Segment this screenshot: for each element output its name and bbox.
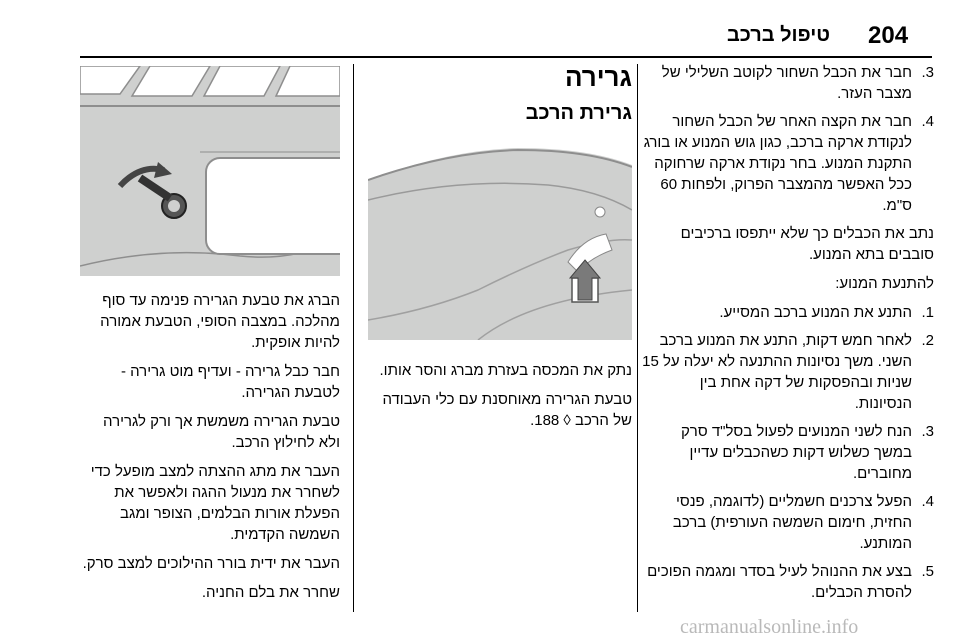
paragraph: חבר כבל גרירה - ועדיף מוט גרירה - לטבעת הגרירה. xyxy=(120,363,340,401)
list-item: 4. הפעל צרכנים חשמליים (לדוגמה, פנסי החזית, חימום השמשה העורפית) ברכב המותנע. xyxy=(672,493,934,552)
bumper-cover-drawing xyxy=(368,140,632,340)
paragraph: שחרר את בלם החניה. xyxy=(201,584,340,601)
list-item: 3. הנח לשני המנועים לפעול בסל"ד סרק במשך כשלוש דקות כשהכבלים עדיין מחוברים. xyxy=(680,423,934,482)
list-item: 2. לאחר חמש דקות, התנע את המנוע ברכב השני. משך נסיונות ההתנעה לא יעלה על 15 שניות ובהפסקות של דקה אחת בין הנסיונות. xyxy=(642,332,934,412)
section-title: טיפול ברכב xyxy=(726,24,830,46)
tow-eye-illustration xyxy=(80,66,340,276)
paragraph: להתנעת המנוע: xyxy=(835,275,934,292)
left-column xyxy=(80,290,340,611)
page-header xyxy=(0,0,960,56)
column-divider-left xyxy=(353,64,354,612)
middle-column xyxy=(362,62,632,138)
paragraph: הברג את טבעת הגרירה פנימה עד סוף מהלכה. במצבה הסופי, הטבעת אמורה להיות אופקית. xyxy=(100,292,340,351)
paragraph: טבעת הגרירה משמשת אך ורק לגרירה ולא לחילוץ הרכב. xyxy=(103,413,340,451)
bumper-cover-illustration xyxy=(368,140,632,340)
page-number: 204 xyxy=(868,22,909,49)
section-heading: גרירה xyxy=(564,62,632,92)
steps-list-b xyxy=(642,302,934,603)
right-column xyxy=(642,62,934,610)
watermark: carmanualsonline.info xyxy=(680,616,859,638)
paragraph: העבר את מתג ההצתה למצב מופעל כדי לשחרר את מנעול ההגה ולאפשר את הפעלת אורות הבלמים, הצופר ומגב השמשה הקדמית. xyxy=(90,463,340,543)
paragraph: העבר את ידית בורר ההילוכים למצב סרק. xyxy=(82,555,340,572)
column-divider-right xyxy=(637,64,638,612)
subsection-heading: גרירת הרכב xyxy=(525,102,632,124)
list-item: 5. בצע את ההנוהל לעיל בסדר ומגמה הפוכים להסרת הכבלים. xyxy=(647,563,934,601)
paragraph: נתב את הכבלים כך שלא ייתפסו ברכיבים סובבים בתא המנוע. xyxy=(680,225,934,263)
list-item: 1. התנע את המנוע ברכב המסייע. xyxy=(719,304,934,321)
paragraph: טבעת הגרירה מאוחסנת עם כלי העבודה של הרכב ◊ 188. xyxy=(382,391,632,429)
middle-column-text xyxy=(362,360,632,439)
paragraph: נתק את המכסה בעזרת מברג והסר אותו. xyxy=(379,362,632,379)
tow-eye-drawing xyxy=(80,66,340,276)
header-rule xyxy=(80,56,932,58)
list-item: 3. חבר את הכבל השחור לקוטב השלילי של מצבר העזר. xyxy=(661,64,934,102)
list-item: 4. חבר את הקצה האחר של הכבל השחור לנקודת ארקה ברכב, כגון גוש המנוע או בורג התקנת המנוע. בחר נקודת ארקה שרחוקה ככל האפשר מהמצבר הפרוק, ולפחות 60 ס"מ. xyxy=(643,113,934,214)
steps-list-a xyxy=(642,62,934,216)
